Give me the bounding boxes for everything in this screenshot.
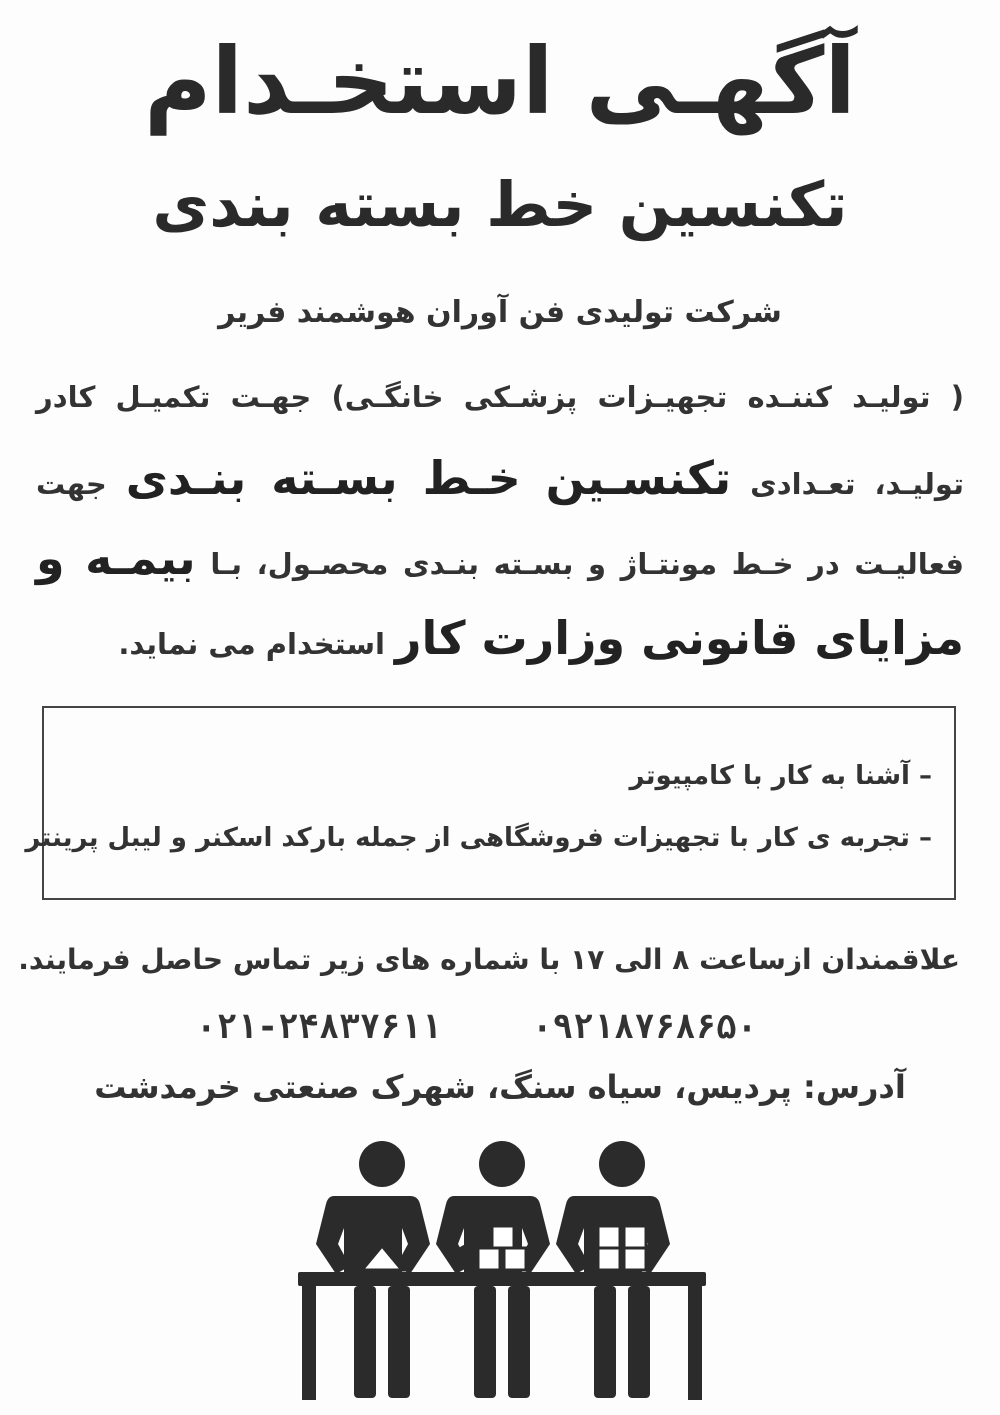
- body-line-2-highlight: تکنسـین خـط بسـته بنـدی: [125, 451, 732, 505]
- body-line-2-start: تولیـد، تعـدادی: [750, 467, 964, 501]
- address: آدرس: پردیس، سیاه سنگ، شهرک صنعتی خرمدشت: [94, 1068, 906, 1106]
- body-line-3: [36, 526, 964, 596]
- phone-numbers: [0, 1004, 1000, 1050]
- body-line-3-start: فعالیـت در خـط مونتـاژ و بسـته بنـدی محصـول، بـا: [210, 547, 964, 581]
- body-line-4-highlight: مزایای قانونی وزارت کار: [395, 611, 964, 665]
- body-line-3-highlight: بیمـه و: [36, 531, 196, 585]
- requirement-item: – آشنا به کار با کامپیوتر: [629, 761, 932, 791]
- ad-subtitle: تکنسین خط بسته بندی: [152, 168, 848, 241]
- requirements-box: [25, 706, 956, 900]
- workers-packing-icon: [296, 1136, 708, 1404]
- mobile-phone: ۰۹۲۱۸۷۶۸۶۵۰: [532, 1007, 758, 1047]
- body-line-4: [36, 606, 964, 676]
- contact-text: علاقمندان ازساعت ۸ الی ۱۷ با شماره های زیر تماس حاصل فرمایند.: [18, 943, 960, 976]
- body-line-1: ( تولیـد کننـده تجهیـزات پزشـکی خانگـی) جهـت تکمیـل کادر: [36, 380, 964, 414]
- body-line-2: [36, 446, 964, 516]
- requirement-item: – تجربه ی کار با تجهیزات فروشگاهی از جمله بارکد اسکنر و لیبل پرینتر: [25, 823, 932, 853]
- body-line-4-end: استخدام می نماید.: [118, 627, 385, 661]
- landline-phone: ۰۲۱-۲۴۸۳۷۶۱۱: [196, 1007, 442, 1047]
- company-name: شرکت تولیدی فن آوران هوشمند فریر: [218, 295, 782, 330]
- ad-title: آگهـی استخـدام: [144, 28, 856, 135]
- body-line-2-end: جهت: [36, 467, 107, 501]
